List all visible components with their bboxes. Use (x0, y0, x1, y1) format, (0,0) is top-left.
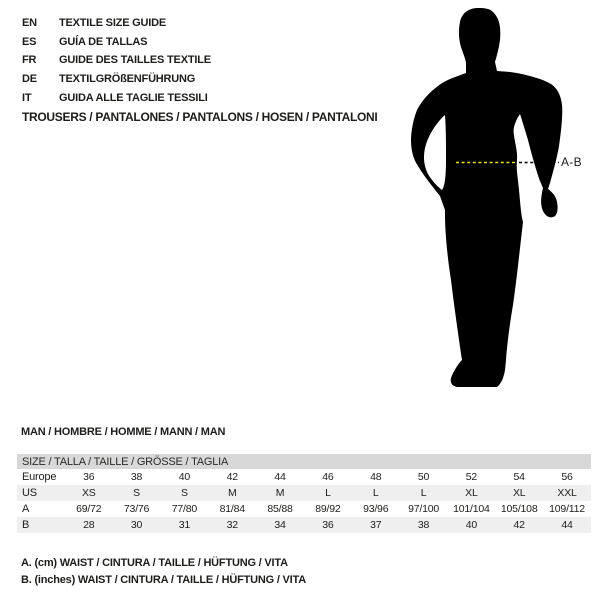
table-cell: 97/100 (408, 503, 439, 515)
language-label: GUIDA ALLE TAGLIE TESSILI (59, 91, 208, 104)
language-code: FR (22, 54, 37, 67)
table-cell: 85/88 (267, 503, 293, 515)
table-cell: 77/80 (171, 503, 198, 515)
table-cell: 44 (274, 471, 286, 483)
table-cell: 44 (543, 517, 591, 533)
table-cell: 38 (400, 517, 448, 533)
table-cell: 28 (65, 517, 113, 533)
language-label: TEXTILGRÖßENFÜHRUNG (59, 73, 196, 86)
table-cell: XL (495, 485, 543, 501)
category-heading: TROUSERS / PANTALONES / PANTALONS / HOSEN / PANTALONI (22, 110, 378, 124)
footnotes (21, 555, 306, 588)
language-label: GUÍA DE TALLAS (59, 35, 148, 48)
table-cell: 36 (83, 471, 95, 483)
row-label: A (22, 503, 30, 515)
table-row-b-inches (17, 517, 591, 533)
language-row-en (22, 14, 211, 33)
table-cell: 56 (561, 471, 573, 483)
table-cell: L (400, 485, 448, 501)
table-cell: 37 (352, 517, 400, 533)
table-cell: 32 (208, 517, 256, 533)
size-table-header-label: SIZE / TALLA / TAILLE / GRÖSSE / TAGLIA (17, 454, 591, 469)
footnote-a: A. (cm) WAIST / CINTURA / TAILLE / HÜFTUNG / VITA (21, 557, 288, 569)
man-silhouette-figure (400, 0, 600, 400)
table-cell: S (113, 485, 161, 501)
table-cell: 30 (113, 517, 161, 533)
man-silhouette-svg (400, 0, 600, 400)
table-cell: 52 (465, 471, 477, 483)
table-cell: 31 (160, 517, 208, 533)
table-cell: L (352, 485, 400, 501)
table-cell: 109/112 (549, 503, 585, 515)
table-cell: XXL (543, 485, 591, 501)
language-row-fr (22, 51, 211, 70)
language-label: TEXTILE SIZE GUIDE (59, 17, 167, 30)
table-cell: 89/92 (315, 503, 341, 515)
size-table-header-row (17, 454, 591, 469)
table-cell: 36 (304, 517, 352, 533)
table-cell: 69/72 (76, 503, 102, 515)
table-cell: XS (65, 485, 113, 501)
table-cell: 73/76 (123, 503, 150, 515)
language-code: EN (22, 17, 37, 30)
language-code: DE (22, 73, 37, 86)
language-label: GUIDE DES TAILLES TEXTILE (59, 54, 211, 67)
table-cell: 48 (370, 471, 382, 483)
table-cell: 101/104 (453, 503, 490, 515)
language-row-es (22, 33, 211, 52)
language-row-de (22, 70, 211, 89)
language-guide-list (22, 14, 211, 107)
table-cell: 54 (513, 471, 525, 483)
table-row-a-cm (17, 501, 591, 517)
row-label: B (17, 517, 65, 533)
table-cell: 81/84 (219, 503, 245, 515)
language-code: ES (22, 35, 37, 48)
table-row-europe (17, 469, 591, 485)
table-cell: L (304, 485, 352, 501)
table-cell: 34 (256, 517, 304, 533)
table-cell: 50 (417, 471, 430, 483)
footnote-b: B. (inches) WAIST / CINTURA / TAILLE / HÜFTUNG / VITA (21, 573, 306, 586)
language-code: IT (22, 91, 32, 104)
row-label: US (17, 485, 65, 501)
table-cell: 93/96 (363, 503, 389, 515)
gender-heading: MAN / HOMBRE / HOMME / MANN / MAN (21, 426, 226, 438)
size-table (17, 454, 591, 533)
table-cell: 42 (226, 471, 238, 483)
table-cell: XL (447, 485, 495, 501)
man-silhouette-shape (411, 8, 562, 387)
table-cell: 38 (130, 471, 143, 483)
table-cell: 105/108 (500, 503, 538, 515)
table-cell: M (208, 485, 256, 501)
table-cell: M (256, 485, 304, 501)
table-cell: S (160, 485, 208, 501)
table-row-us (17, 485, 591, 501)
language-row-it (22, 88, 211, 107)
table-cell: 40 (178, 471, 191, 483)
table-cell: 46 (322, 471, 334, 483)
waist-measure-label: A-B (561, 155, 582, 169)
row-label: Europe (22, 471, 57, 483)
table-cell: 42 (495, 517, 543, 533)
table-cell: 40 (447, 517, 495, 533)
